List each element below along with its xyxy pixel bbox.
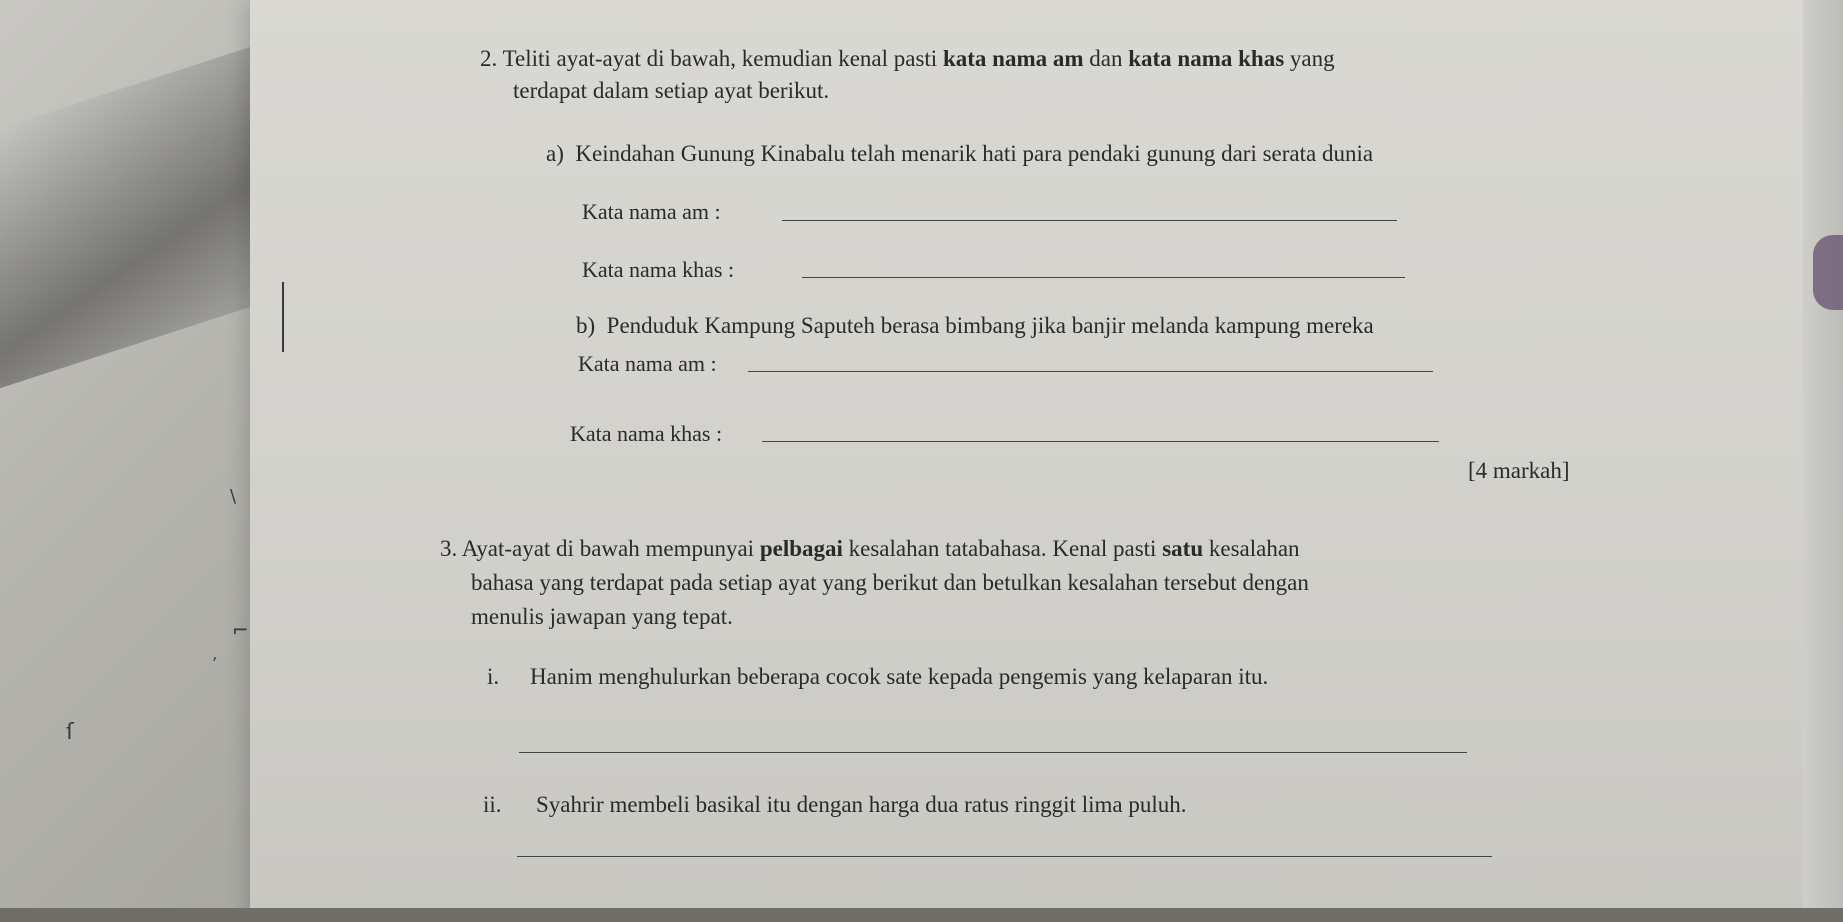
question-2-marks: [4 markah] [1468,458,1570,483]
question-3ii-label: ii. [483,792,502,817]
question-2b-am-blank[interactable] [748,371,1433,372]
question-2b-sentence: b) Penduduk Kampung Saputeh berasa bimbang jika banjir melanda kampung mereka [576,313,1374,338]
purple-object [1813,235,1843,310]
margin-mark: ſ [66,720,74,745]
question-2b-am-label: Kata nama am : [578,351,717,376]
term-satu: satu [1162,536,1204,561]
margin-mark: ⌐ [232,618,249,642]
question-2b-khas-label: Kata nama khas : [570,421,723,446]
question-2-number: 2. [480,46,498,71]
bottom-edge [0,908,1843,922]
term-kata-nama-khas: kata nama khas [1128,46,1285,71]
question-3-number: 3. [440,536,458,561]
question-2a-khas-label: Kata nama khas : [582,257,735,282]
question-3i-sentence: Hanim menghulurkan beberapa cocok sate kepada pengemis yang kelaparan itu. [530,664,1269,689]
margin-mark: ʼ [212,654,218,673]
term-kata-nama-am: kata nama am [942,46,1084,71]
question-2a-am-blank[interactable] [782,220,1397,221]
margin-mark [282,282,284,352]
margin-mark: \ [230,486,237,507]
question-3i-label: i. [487,664,500,689]
question-3ii-answer-blank[interactable] [517,856,1492,857]
question-3i-answer-blank[interactable] [519,752,1467,753]
term-pelbagai: pelbagai [759,536,843,561]
question-2-line-2: terdapat dalam setiap ayat berikut. [513,78,830,103]
question-3-line-3: menulis jawapan yang tepat. [471,604,733,629]
question-2a-khas-blank[interactable] [802,277,1405,278]
worksheet-paper [250,0,1810,922]
question-2a-am-label: Kata nama am : [582,199,721,224]
question-3ii-sentence: Syahrir membeli basikal itu dengan harga dua ratus ringgit lima puluh. [536,792,1187,817]
question-3-line-1: 3. Ayat-ayat di bawah mempunyai pelbagai kesalahan tatabahasa. Kenal pasti satu kesalahan [440,536,1300,561]
paper-right-edge [1803,0,1843,922]
question-2-line-1: 2. Teliti ayat-ayat di bawah, kemudian kenal pasti kata nama am dan kata nama khas yang [480,46,1335,71]
question-2a-sentence: a) Keindahan Gunung Kinabalu telah menarik hati para pendaki gunung dari serata dunia [546,141,1374,166]
question-3-line-2: bahasa yang terdapat pada setiap ayat yang berikut dan betulkan kesalahan tersebut dengan [471,570,1309,595]
question-2b-khas-blank[interactable] [762,441,1439,442]
